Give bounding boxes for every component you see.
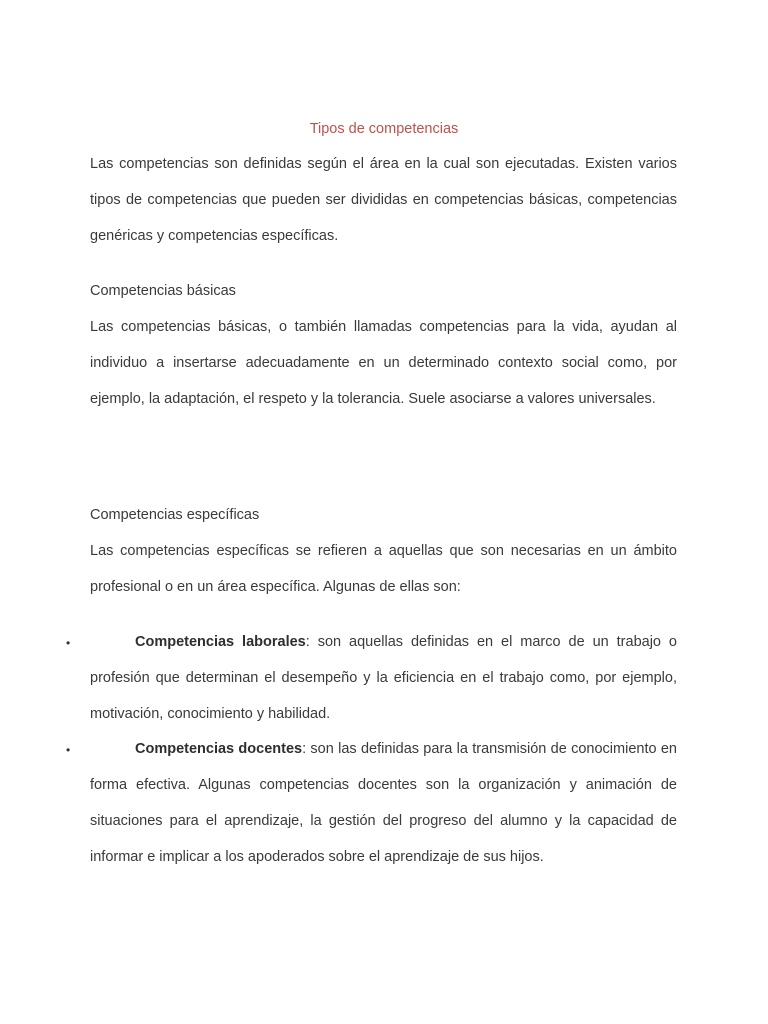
list-item-term: Competencias laborales (135, 634, 306, 650)
section-heading-especificas: Competencias específicas (90, 507, 260, 523)
bullet-icon: • (66, 743, 71, 757)
section-body-especificas: Las competencias específicas se refieren a aquellas que son necesarias en un ámbito profesional o en un área específica. Algunas de ellas son: (90, 543, 677, 595)
document-title: Tipos de competencias (309, 121, 459, 137)
list-item-term: Competencias docentes (135, 741, 303, 757)
list-item-docentes (90, 731, 677, 875)
intro-paragraph: Las competencias son definidas según el área en la cual son ejecutadas. Existen varios tipos de competencias que pueden ser divididas en competencias básicas, competencias genéricas y competencias específicas. (90, 156, 677, 244)
list-item-description: : son las definidas para la transmisión de conocimiento en forma efectiva. Algunas competencias docentes son la organización y animación de situaciones para el aprendizaje, la gestión del progreso del alumno y la capacidad de informar e implicar a los apoderados sobre el aprendizaje de sus hijos. (90, 741, 677, 865)
section-body-basicas: Las competencias básicas, o también llamadas competencias para la vida, ayudan al individuo a insertarse adecuadamente en un determinado contexto social como, por ejemplo, la adaptación, el respeto y la tolerancia. Suele asociarse a valores universales. (90, 319, 677, 407)
list-item-laborales (90, 624, 677, 732)
list-item-description: : son aquellas definidas en el marco de un trabajo o profesión que determinan el desempeño y la eficiencia en el trabajo como, por ejemplo, motivación, conocimiento y habilidad. (90, 634, 677, 722)
bullet-icon: • (66, 636, 71, 650)
section-heading-basicas: Competencias básicas (90, 283, 236, 299)
